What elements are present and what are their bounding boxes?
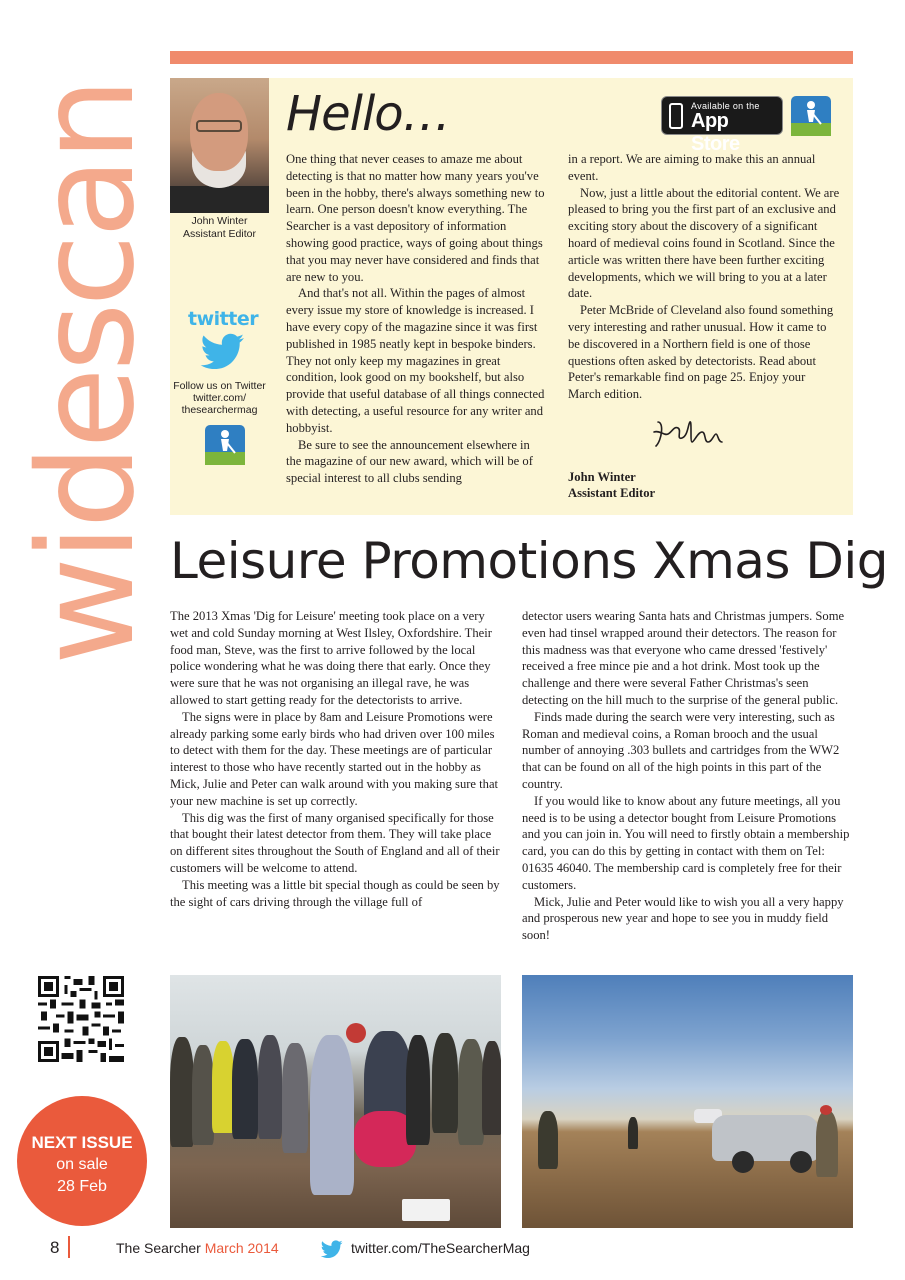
apple-phone-icon: [669, 103, 683, 129]
editor-caption-role: Assistant Editor: [183, 228, 256, 240]
editor-photo: [170, 78, 269, 213]
page-number: 8: [50, 1238, 60, 1257]
app-store-badge[interactable]: [661, 96, 783, 155]
next-issue-badge: [17, 1096, 147, 1226]
app-store-line2: App Store: [691, 110, 740, 155]
next-issue-date: 28 Feb: [57, 1178, 107, 1195]
paragraph: And that's not all. Within the pages of almost every issue my store of knowledge is increased. I have every copy of the magazine since it was first published in 1985 neatly kept in bespoke binders. They not only keep my magazines in great condition, look good on my bookshelf, but also provide that useful database of all things connected with detecting, a useful resource for any writer and hobbyist.: [286, 286, 545, 435]
article-column-2: [522, 608, 857, 944]
paragraph: Peter McBride of Cleveland also found something very interesting and rather unusual. How it came to be discovered in a Northern field is one of those questions often asked by detectorists. Read about Peter's remarkable find on page 25. Enjoy your March edition.: [568, 303, 834, 402]
handwritten-signature: [652, 414, 742, 454]
accent-bar: [170, 51, 853, 64]
follow-twitter-url-2[interactable]: thesearchermag: [181, 404, 258, 416]
paragraph: If you would like to know about any future meetings, all you need is to be using a detector bought from Leisure Promotions and you can join in. You will need to firstly obtain a membership card, you can do this by getting in contact with them on Tel: 01635 46040. The membership card is completely free for their customers.: [522, 793, 850, 892]
hello-heading: Hello…: [286, 86, 450, 142]
paragraph: Be sure to see the announcement elsewhere in the magazine of our new award, which will be of special interest to all clubs sending: [286, 437, 533, 486]
next-issue-title: NEXT ISSUE: [31, 1133, 133, 1152]
editorial-column-2: [568, 151, 840, 403]
article-headline: Leisure Promotions Xmas Dig: [170, 532, 888, 590]
paragraph: The signs were in place by 8am and Leisure Promotions were already parking some early birds who had driven over 100 miles to detect with them for the day. These meetings are of particular interest to those who have recently started out in the hobby as Mick, Julie and Peter can walk around with you making sure that your new machine is set up correctly.: [170, 709, 499, 808]
signature-block: [568, 469, 655, 501]
issue-month: March 2014: [204, 1240, 279, 1256]
paragraph: Mick, Julie and Peter would like to wish you all a very happy and prosperous new year and hope to see you in muddy field soon!: [522, 894, 844, 943]
magazine-name: The Searcher: [116, 1240, 201, 1256]
editorial-column-1: [286, 151, 548, 487]
paragraph: Finds made during the search were very interesting, such as Roman and medieval coins, a Roman brooch and the usual number of annoying .303 bullets and cartridges from the WW2 that can be found on all of the high points in this part of the country.: [522, 709, 840, 791]
photo-detectorists-crowd: [170, 975, 501, 1228]
article-column-1: [170, 608, 500, 910]
follow-twitter-text: Follow us on Twitter: [173, 380, 266, 392]
twitter-bird-icon[interactable]: [200, 333, 246, 369]
paragraph: One thing that never ceases to amaze me about detecting is that no matter how many years you've been in the hobby, there's always something new to learn. One person doesn't know everything. The Searcher is a vast depository of information showing good practice, ways of going about things that you may never have considered and finds that are new to you.: [286, 152, 545, 284]
paragraph: detector users wearing Santa hats and Christmas jumpers. Some even had tinsel wrapped around their detectors. The reason for this madness was that everyone who came dressed 'festively' received a free mince pie and a hot drink. Most took up the challenge and there were several Father Christmas's seen detecting on the hill much to the surprise of the general public.: [522, 609, 845, 707]
paragraph: in a report. We are aiming to make this an annual event.: [568, 152, 816, 183]
paragraph: Now, just a little about the editorial content. We are pleased to bring you the first part of an exclusive and exciting story about the discovery of a significant hoard of medieval coins found in Scotland. Since the article was written there have been further exciting developments, which we will bring to you at a later date.: [568, 185, 840, 301]
paragraph: This meeting was a little bit special though as could be seen by the sight of cars driving through the village full of: [170, 877, 500, 909]
paragraph: This dig was the first of many organised specifically for those that bought their latest detector from them. They will take place on different sites throughout the South of England and all of their customers will be welcome to attend.: [170, 810, 500, 875]
app-store-line1: Available on the: [691, 101, 760, 111]
magazine-issue: [116, 1238, 279, 1258]
signature-role: Assistant Editor: [568, 486, 656, 500]
paragraph: The 2013 Xmas 'Dig for Leisure' meeting took place on a very wet and cold Sunday morning at West Ilsley, Oxfordshire. Their food man, Steve, was the first to arrive followed by the local police wondering what he was doing there that early. Once they were sure that he was not organising an illegal rave, he was allowed to start getting ready for the detectorists to arrive.: [170, 609, 492, 707]
follow-twitter-url-1[interactable]: twitter.com/: [192, 392, 247, 404]
qr-code[interactable]: [38, 976, 124, 1062]
twitter-logo-text[interactable]: twitter: [188, 308, 259, 330]
footer-divider: [68, 1236, 70, 1258]
section-title-widescan: widescan: [10, 81, 164, 665]
signature-name: John Winter: [568, 470, 636, 484]
twitter-bird-icon[interactable]: [320, 1240, 344, 1258]
footer-twitter-link[interactable]: twitter.com/TheSearcherMag: [351, 1240, 530, 1256]
editor-caption-name: John Winter: [191, 215, 248, 227]
app-logo-icon[interactable]: [205, 425, 245, 465]
next-issue-label: on sale: [56, 1156, 108, 1173]
app-logo-icon[interactable]: [791, 96, 831, 136]
photo-field-with-car: [522, 975, 853, 1228]
